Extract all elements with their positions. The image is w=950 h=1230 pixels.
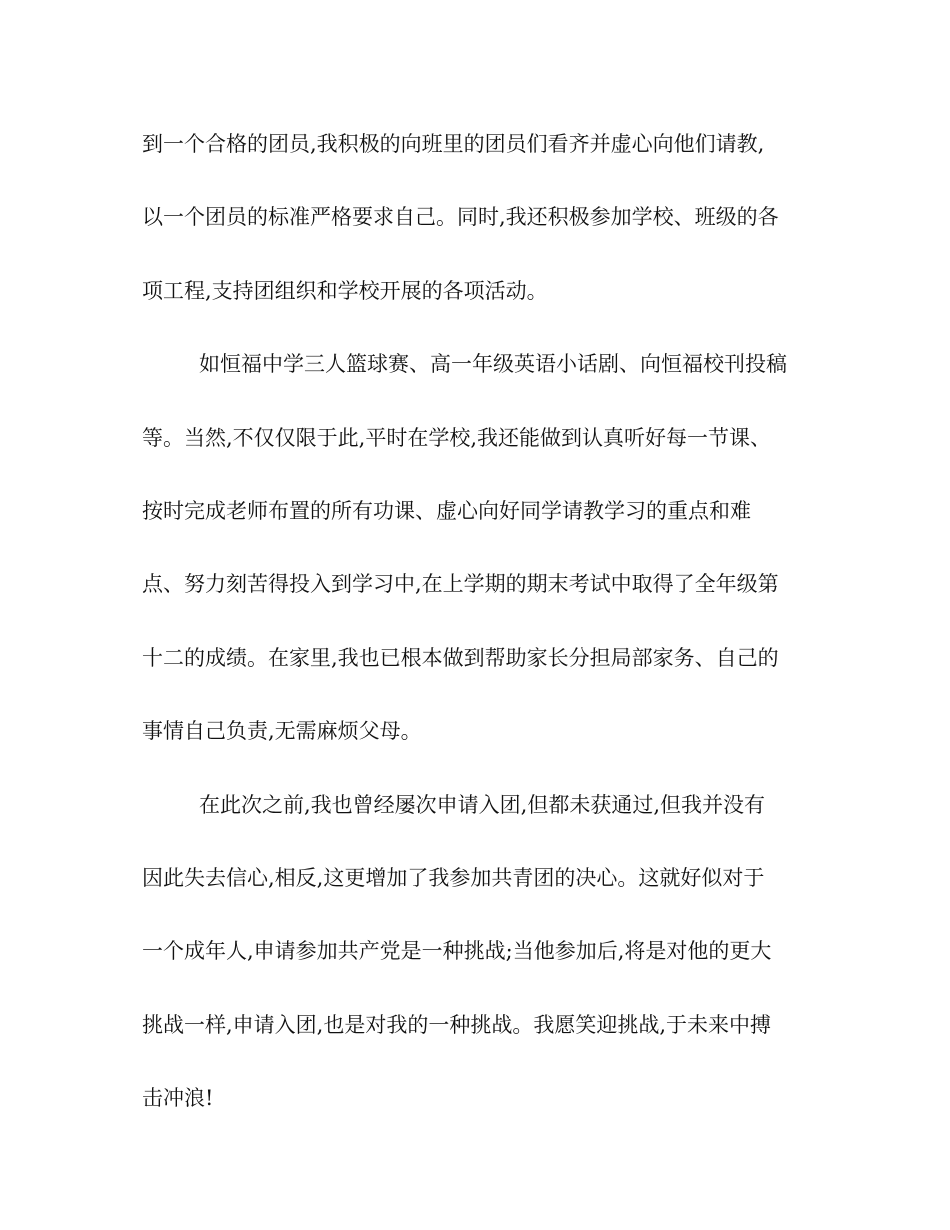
text-line: 按时完成老师布置的所有功课、虚心向好同学请教学习的重点和难 <box>142 498 751 523</box>
text-line: 点、努力刻苦得投入到学习中,在上学期的期末考试中取得了全年级第 <box>142 572 779 597</box>
body-text <box>142 125 812 1152</box>
text-line: 以一个团员的标准严格要求自己。同时,我还积极参加学校、班级的各 <box>142 205 779 230</box>
text-line: 到一个合格的团员,我积极的向班里的团员们看齐并虚心向他们请教, <box>142 132 765 156</box>
paragraph-start-line: 在此次之前,我也曾经屡次申请入团,但都未获通过,但我并没有 <box>199 792 766 817</box>
text-line: 挑战一样,申请入团,也是对我的一种挑战。我愿笑迎挑战,于未来中搏 <box>142 1012 772 1037</box>
text-line: 事情自己负责,无需麻烦父母。 <box>142 719 422 744</box>
text-line: 项工程,支持团组织和学校开展的各项活动。 <box>142 278 548 303</box>
text-line: 一个成年人,申请参加共产党是一种挑战;当他参加后,将是对他的更大 <box>142 939 772 964</box>
text-line: 等。当然,不仅仅限于此,平时在学校,我还能做到认真听好每一节课、 <box>142 425 772 450</box>
paragraph-start-line: 如恒福中学三人篮球赛、高一年级英语小话剧、向恒福校刊投稿 <box>199 352 787 377</box>
text-line: 十二的成绩。在家里,我也已根本做到帮助家长分担局部家务、自己的 <box>142 645 779 670</box>
text-line: 因此失去信心,相反,这更增加了我参加共青团的决心。这就好似对于 <box>142 865 765 890</box>
text-line: 击冲浪! <box>142 1086 214 1111</box>
